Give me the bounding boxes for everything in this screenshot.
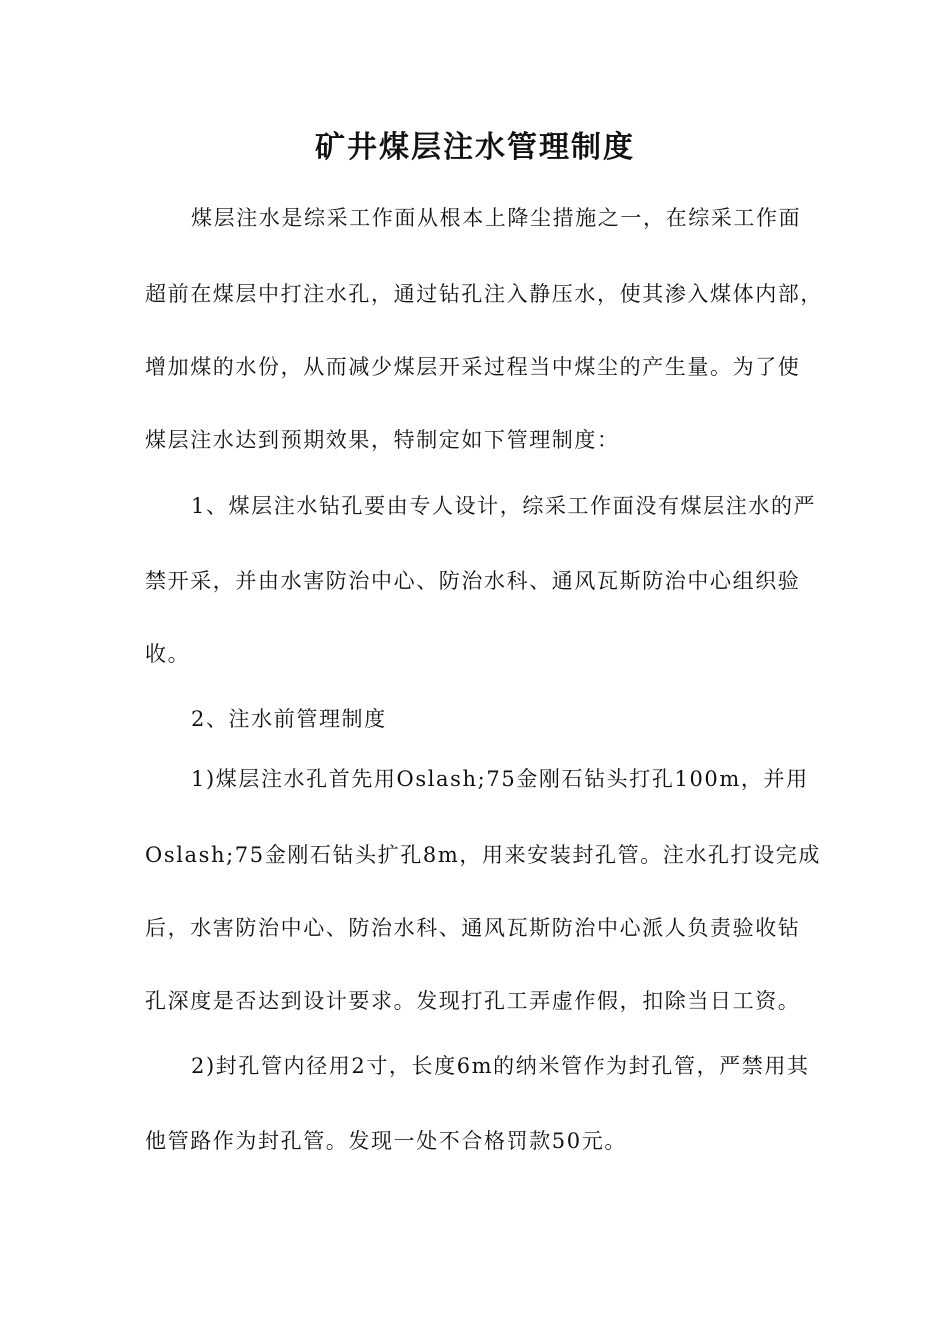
paragraph-4-line-1: 2)封孔管内径用2寸，长度6m的纳米管作为封孔管，严禁用其 xyxy=(191,1054,810,1078)
section-heading-2: 2、注水前管理制度 xyxy=(191,707,387,731)
paragraph-1-line-4: 煤层注水达到预期效果，特制定如下管理制度： xyxy=(145,428,620,452)
document-title: 矿井煤层注水管理制度 xyxy=(315,130,635,165)
paragraph-2-line-3: 收。 xyxy=(145,642,191,666)
paragraph-1-line-1: 煤层注水是综采工作面从根本上降尘措施之一，在综采工作面 xyxy=(191,206,802,230)
paragraph-4-line-2: 他管路作为封孔管。发现一处不合格罚款50元。 xyxy=(145,1129,627,1153)
paragraph-1-line-2: 超前在煤层中打注水孔，通过钻孔注入静压水，使其渗入煤体内部， xyxy=(145,282,823,306)
paragraph-3-line-3: 后，水害防治中心、防治水科、通风瓦斯防治中心派人负责验收钻 xyxy=(145,916,801,940)
paragraph-2-line-2: 禁开采，并由水害防治中心、防治水科、通风瓦斯防治中心组织验 xyxy=(145,569,801,593)
paragraph-1-line-3: 增加煤的水份，从而减少煤层开采过程当中煤尘的产生量。为了使 xyxy=(145,355,801,379)
paragraph-3-line-1: 1)煤层注水孔首先用Oslash;75金刚石钻头打孔100m，并用 xyxy=(191,767,809,791)
paragraph-3-line-2: Oslash;75金刚石钻头扩孔8m，用来安装封孔管。注水孔打设完成 xyxy=(145,843,821,867)
paragraph-2-line-1: 1、煤层注水钻孔要由专人设计，综采工作面没有煤层注水的严 xyxy=(191,494,817,518)
paragraph-3-line-4: 孔深度是否达到设计要求。发现打孔工弄虚作假，扣除当日工资。 xyxy=(145,989,801,1013)
